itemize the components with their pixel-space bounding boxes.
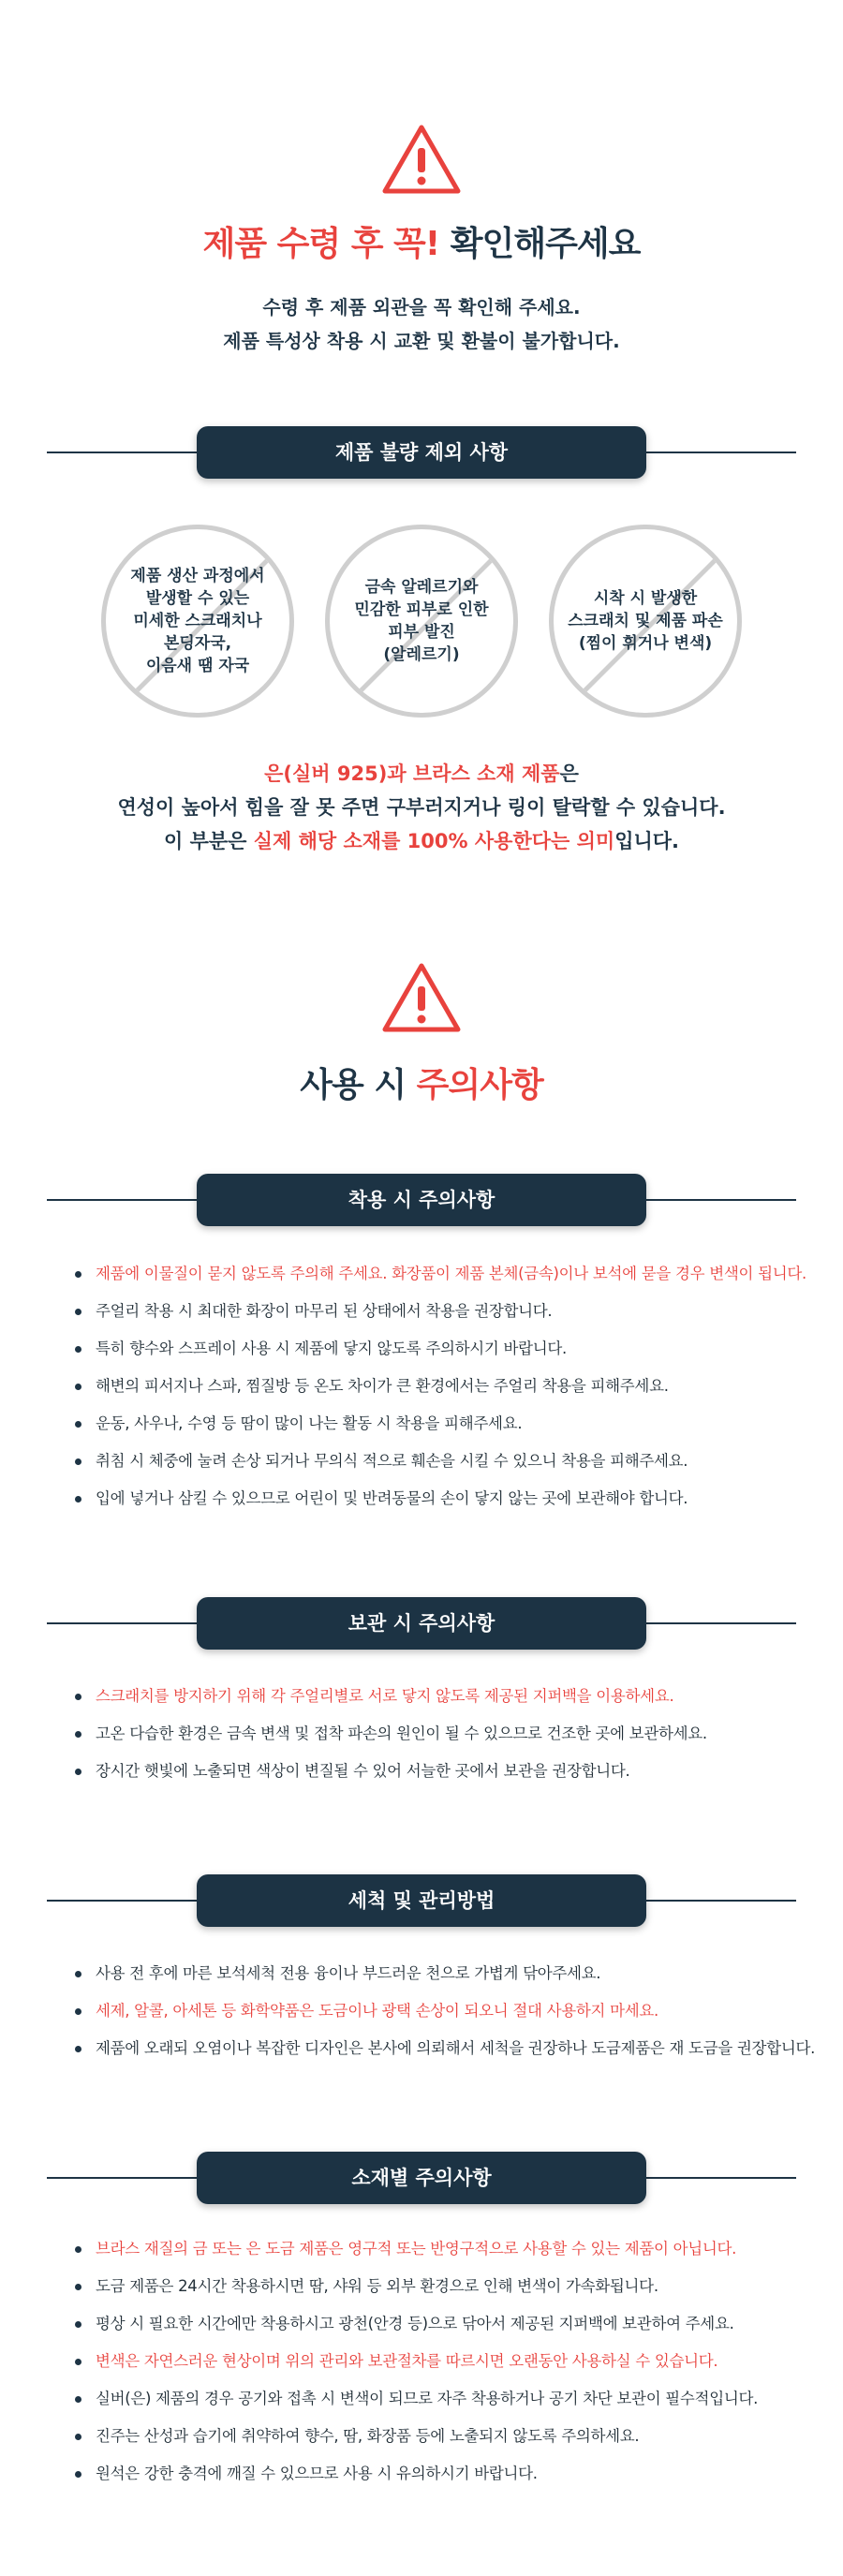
banner-label: 보관 시 주의사항 (197, 1597, 646, 1650)
receipt-notice (0, 290, 843, 358)
title-navy-part: 사용 시 (300, 1066, 407, 1104)
title-navy-part: 확인해주세요 (450, 225, 641, 263)
list-item: 운동, 사우나, 수영 등 땀이 많이 나는 활동 시 착용을 피해주세요. (75, 1405, 824, 1443)
warning-triangle-icon (379, 960, 464, 1035)
title-red-part: 제품 수령 후 꼭! (202, 225, 440, 263)
cleaning-list (75, 1955, 824, 2067)
list-item: 제품에 오래되 오염이나 복잡한 디자인은 본사에 의뢰해서 세척을 권장하나 도금제품은 재 도금을 권장합니다. (75, 2030, 824, 2067)
exclusion-circle-1 (101, 525, 294, 718)
list-item: 장시간 햇빛에 노출되면 색상이 변질될 수 있어 서늘한 곳에서 보관을 권장합니다. (75, 1753, 824, 1790)
section1-title (0, 217, 843, 265)
list-item: 스크래치를 방지하기 위해 각 주얼리별로 서로 닿지 않도록 제공된 지퍼백을 이용하세요. (75, 1678, 824, 1715)
list-item: 사용 전 후에 마른 보석세척 전용 융이나 부드러운 천으로 가볍게 닦아주세요. (75, 1955, 824, 1992)
cleaning-banner (47, 1874, 796, 1927)
storage-caution-list (75, 1678, 824, 1790)
banner-label: 소재별 주의사항 (197, 2152, 646, 2204)
defect-exclusion-banner (47, 426, 796, 479)
banner-label: 착용 시 주의사항 (197, 1174, 646, 1226)
banner-label: 제품 불량 제외 사항 (197, 426, 646, 479)
material-note (0, 757, 843, 858)
list-item: 취침 시 체중에 눌려 손상 되거나 무의식 적으로 훼손을 시킬 수 있으니 착용을 피해주세요. (75, 1443, 824, 1480)
list-item: 평상 시 필요한 시간에만 착용하시고 광천(안경 등)으로 닦아서 제공된 지퍼백에 보관하여 주세요. (75, 2305, 824, 2343)
list-item: 변색은 자연스러운 현상이며 위의 관리와 보관절차를 따르시면 오랜동안 사용하실 수 있습니다. (75, 2343, 824, 2380)
wear-caution-list (75, 1255, 824, 1517)
list-item: 입에 넣거나 삼킬 수 있으므로 어린이 및 반려동물의 손이 닿지 않는 곳에 보관해야 합니다. (75, 1480, 824, 1517)
material-line-3: 이 부분은 실제 해당 소재를 100% 사용한다는 의미입니다. (163, 830, 680, 852)
exclusion-circle-3 (549, 525, 742, 718)
list-item: 진주는 산성과 습기에 취약하여 향수, 땀, 화장품 등에 노출되지 않도록 주의하세요. (75, 2418, 824, 2455)
list-item: 주얼리 착용 시 최대한 화장이 마무리 된 상태에서 착용을 권장합니다. (75, 1293, 824, 1330)
warning-triangle-icon (379, 122, 464, 197)
list-item: 세제, 알콜, 아세톤 등 화학약품은 도금이나 광택 손상이 되오니 절대 사용하지 마세요. (75, 1992, 824, 2030)
list-item: 원석은 강한 충격에 깨질 수 있으므로 사용 시 유의하시기 바랍니다. (75, 2455, 824, 2493)
title-red-part: 주의사항 (416, 1066, 543, 1104)
notice-line-1: 수령 후 제품 외관을 꼭 확인해 주세요. (262, 296, 581, 318)
circle-text: 시착 시 발생한 스크래치 및 제품 파손 (찜이 휘거나 변색) (568, 589, 723, 653)
material-line-1: 은(실버 925)과 브라스 소재 제품은 (264, 762, 579, 785)
material-caution-banner (47, 2152, 796, 2204)
circle-text: 금속 알레르기와 민감한 피부로 인한 피부 발진 (알레르기) (354, 578, 489, 664)
wear-caution-banner (47, 1174, 796, 1226)
material-line-2: 연성이 높아서 힘을 잘 못 주면 구부러지거나 링이 탈락할 수 있습니다. (117, 796, 726, 819)
list-item: 고온 다습한 환경은 금속 변색 및 접착 파손의 원인이 될 수 있으므로 건조한 곳에 보관하세요. (75, 1715, 824, 1753)
material-caution-list (75, 2230, 824, 2493)
list-item: 도금 제품은 24시간 착용하시면 땀, 샤워 등 외부 환경으로 인해 변색이 가속화됩니다. (75, 2268, 824, 2305)
list-item: 브라스 재질의 금 또는 은 도금 제품은 영구적 또는 반영구적으로 사용할 수 있는 제품이 아닙니다. (75, 2230, 824, 2268)
banner-label: 세척 및 관리방법 (197, 1874, 646, 1927)
exclusion-circle-2 (325, 525, 518, 718)
list-item: 해변의 피서지나 스파, 찜질방 등 온도 차이가 큰 환경에서는 주얼리 착용을 피해주세요. (75, 1368, 824, 1405)
circle-text: 제품 생산 과정에서 발생할 수 있는 미세한 스크래치나 본딩자국, 이음새 땜 자국 (130, 567, 265, 675)
section2-title (0, 1059, 843, 1106)
storage-caution-banner (47, 1597, 796, 1650)
list-item: 제품에 이물질이 묻지 않도록 주의해 주세요. 화장품이 제품 본체(금속)이나 보석에 묻을 경우 변색이 됩니다. (75, 1255, 824, 1293)
list-item: 실버(은) 제품의 경우 공기와 접촉 시 변색이 되므로 자주 착용하거나 공기 차단 보관이 필수적입니다. (75, 2380, 824, 2418)
list-item: 특히 향수와 스프레이 사용 시 제품에 닿지 않도록 주의하시기 바랍니다. (75, 1330, 824, 1368)
notice-line-2: 제품 특성상 착용 시 교환 및 환불이 불가합니다. (223, 330, 620, 352)
